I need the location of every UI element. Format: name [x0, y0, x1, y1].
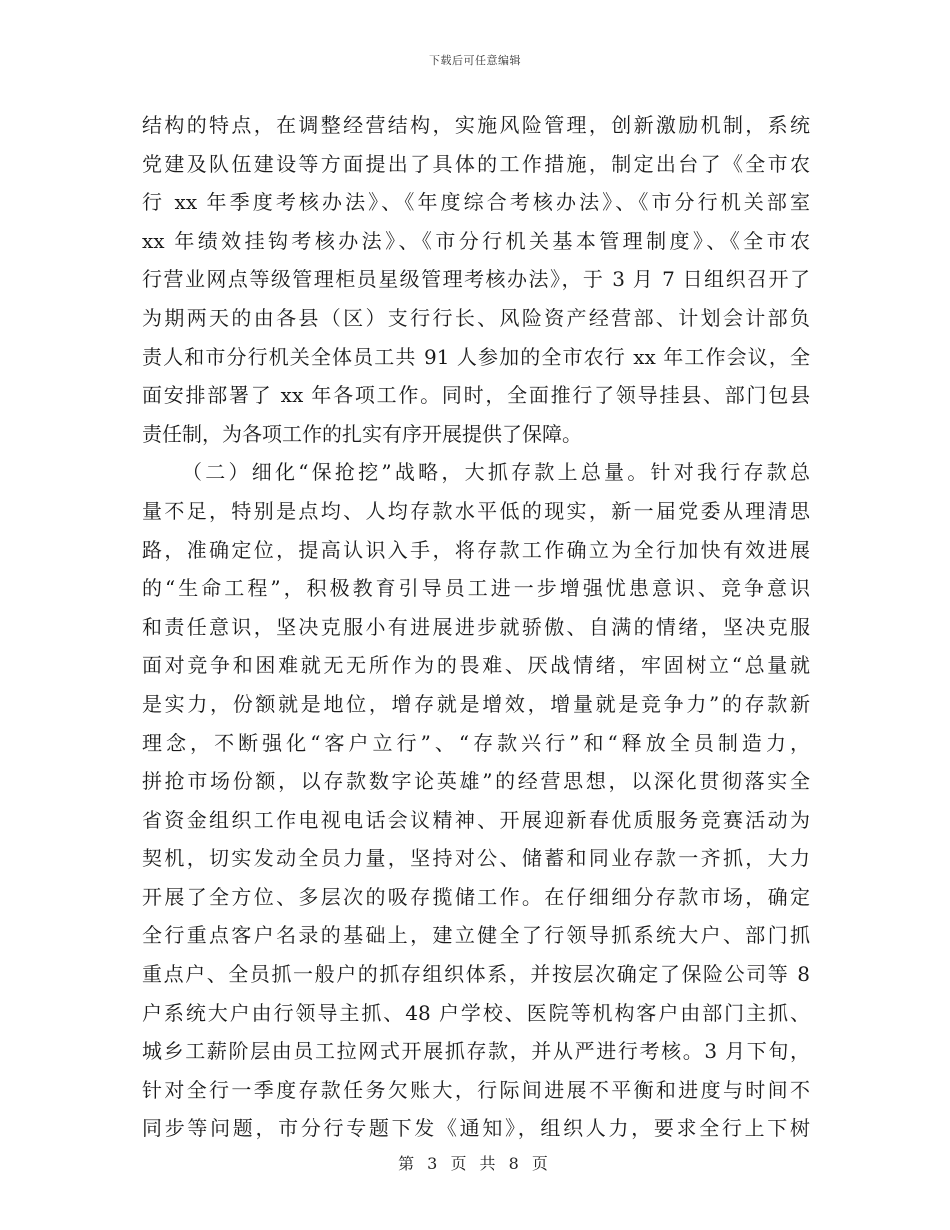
text-line: 责人和市分行机关全体员工共 91 人参加的全市农行 xx 年工作会议，全 — [142, 344, 810, 369]
text-line: 面对竞争和困难就无无所作为的畏难、厌战情绪，牢固树立“总量就 — [142, 653, 810, 678]
text-line: 路，准确定位，提高认识入手，将存款工作确立为全行加快有效进展 — [142, 537, 810, 562]
text-line: 党建及队伍建设等方面提出了具体的工作措施，制定出台了《全市农 — [142, 151, 810, 176]
text-line: 和责任意识，坚决克服小有进展进步就骄傲、自满的情绪，坚决克服 — [142, 614, 810, 639]
text-line: 全行重点客户名录的基础上，建立健全了行领导抓系统大户、部门抓 — [142, 923, 810, 948]
text-line: 面安排部署了 xx 年各项工作。同时，全面推行了领导挂县、部门包县 — [142, 383, 810, 408]
text-line: 理念，不断强化“客户立行”、“存款兴行”和“释放全员制造力， — [142, 730, 810, 755]
text-line: 结构的特点，在调整经营结构，实施风险管理，创新激励机制，系统 — [142, 113, 810, 137]
text-line: 城乡工薪阶层由员工拉网式开展抓存款，并从严进行考核。3 月下旬， — [142, 1039, 810, 1064]
text-line: 量不足，特别是点均、人均存款水平低的现实，新一届党委从理清思 — [142, 498, 810, 523]
text-line: 针对全行一季度存款任务欠账大，行际间进展不平衡和进度与时间不 — [142, 1077, 810, 1102]
text-line: 重点户、全员抓一般户的抓存组织体系，并按层次确定了保险公司等 8 — [142, 962, 810, 987]
text-line: 户系统大户由行领导主抓、48 户学校、医院等机构客户由部门主抓、 — [142, 1000, 810, 1025]
text-line: 的“生命工程”，积极教育引导员工进一步增强忧患意识、竞争意识 — [142, 576, 810, 601]
text-line: xx 年绩效挂钩考核办法》、《市分行机关基本管理制度》、《全市农 — [142, 228, 810, 253]
text-line: 为期两天的由各县（区）支行行长、风险资产经营部、计划会计部负 — [142, 305, 810, 330]
document-body — [142, 106, 810, 1148]
text-line-indented: （二）细化“保抢挖”战略，大抓存款上总量。针对我行存款总 — [182, 460, 810, 485]
text-line: 同步等问题，市分行专题下发《通知》，组织人力，要求全行上下树 — [142, 1116, 810, 1141]
text-line: 开展了全方位、多层次的吸存揽储工作。在仔细细分存款市场，确定 — [142, 884, 810, 909]
page-header-note: 下载后可任意编辑 — [429, 54, 521, 67]
text-line: 省资金组织工作电视电话会议精神、开展迎新春优质服务竞赛活动为 — [142, 807, 810, 832]
text-line: 契机，切实发动全员力量，坚持对公、储蓄和同业存款一齐抓，大力 — [142, 846, 810, 871]
text-line: 行营业网点等级管理柜员星级管理考核办法》，于 3 月 7 日组织召开了 — [142, 267, 810, 292]
text-line: 拼抢市场份额，以存款数字论英雄”的经营思想，以深化贯彻落实全 — [142, 769, 810, 794]
text-line: 行 xx 年季度考核办法》、《年度综合考核办法》、《市分行机关部室 — [142, 190, 810, 215]
text-line: 是实力，份额就是地位，增存就是增效，增量就是竞争力”的存款新 — [142, 691, 810, 716]
page-number-footer: 第 3 页 共 8 页 — [398, 1154, 552, 1173]
text-line: 责任制，为各项工作的扎实有序开展提供了保障。 — [142, 421, 582, 446]
